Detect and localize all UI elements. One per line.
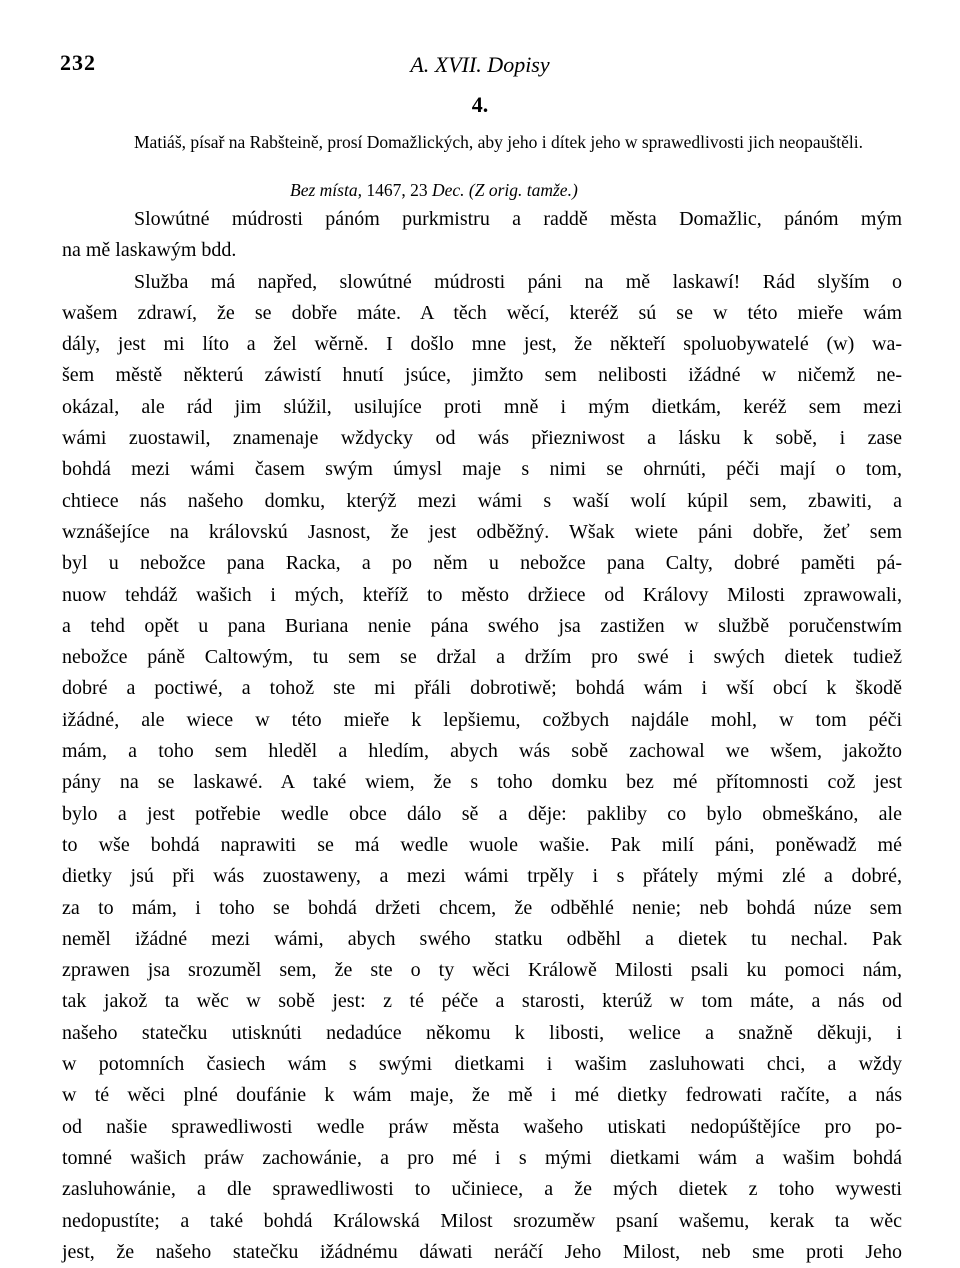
- body-line: neměl ižádné mezi wámi, abych swého statku odběhl a dietek tu nechal. Pak: [62, 927, 902, 950]
- body-line: dobré a poctiwé, a tohož ste mi přáli dobrotiwě; bohdá wám i wší obcí k škodě: [62, 677, 902, 700]
- regest-summary: Matiáš, písař na Rabšteině, prosí Domažlických, aby jeho i dítek jeho w sprawedlivosti jich neopauštěli.: [134, 132, 863, 152]
- body-line: nuow tehdáž wašich i mých, kteříž to město držiece od Královy Milosti zprawowali,: [62, 583, 902, 606]
- body-line: za to mám, i toho se bohdá držeti chcem, že odběhlé nenie; neb bohdá núze sem: [62, 896, 902, 919]
- body-line: šem městě některú záwistí hnutí jsúce, jimžto sem nelibosti ižádné w ničemž ne-: [62, 364, 902, 387]
- body-line: okázal, ale rád jim slúžil, usilujíce proti mně i mým dietkám, keréž sem mezi: [62, 395, 902, 418]
- body-line: mám, a toho sem hleděl a hledím, abych wás sobě zachowal we wšem, jakožto: [62, 740, 902, 763]
- document-number: 4.: [471, 92, 489, 117]
- page-header: [60, 50, 900, 90]
- body-line: tomné wašich práw zachowánie, a pro mé i s mými dietkami wám a wašim bohdá: [62, 1146, 902, 1169]
- body-line: našeho statečku utisknúti nedadúce někomu k libosti, welice a snažně děkuji, i: [62, 1021, 902, 1044]
- body-line: bylo a jest potřebie wedle obce dálo sě a děje: pakliby co bylo obmeškáno, ale: [62, 802, 902, 825]
- body-line: tak jakož ta wěc w sobě jest: z té péče a starosti, kterúž w tom máte, a nás od: [62, 990, 902, 1013]
- body-line: zasluhowánie, a dle sprawedliwosti to učiniece, a že mých dietek z toho wywesti: [62, 1178, 902, 1201]
- body-line: wznášejíce na královskú Jasnost, že jest odběžný. Wšak wiete páni dobře, žeť sem: [62, 520, 902, 543]
- body-line: wašem zdrawí, že se dobře máte. A těch wěcí, kteréž sú se w této mieře wám: [62, 301, 902, 324]
- body-line: w té wěci plné doufánie k wám maje, že mě i mé dietky fedrowati račíte, a nás: [62, 1084, 902, 1107]
- dateline-source: (Z orig. tamže.): [468, 180, 578, 200]
- body-line: dietky jsú při wás zuostaweny, a mezi wámi trpěly i s přátely mými zlé a dobré,: [62, 865, 902, 888]
- body-line: na mě laskawým bdd.: [62, 239, 237, 262]
- body-line: wámi zuostawil, znamenaje wždycky od wás přiezniwost a lásku k sobě, i zase: [62, 427, 902, 450]
- body-line: nebožce páně Caltowým, tu sem se držal a držím pro swé i swých dietek tudiež: [62, 646, 902, 669]
- body-line: Slowútné múdrosti pánóm purkmistru a raddě města Domažlic, pánóm mým: [134, 208, 902, 230]
- body-line: chtiece nás našeho domku, kterýž mezi wámi s waší wolí kúpil sem, zbawiti, a: [62, 489, 902, 512]
- body-line: to wše bohdá naprawiti se má wedle wuole wašie. Pak milí páni, poněwadž mé: [62, 833, 902, 856]
- body-line: nedopustíte; a také bohdá Králowská Milost srozuměw psaní wašemu, kerak ta wěc: [62, 1209, 902, 1232]
- body-line: ižádné, ale wiece w této mieře k lepšiemu, cožbych najdále mohl, w tom péči: [62, 708, 902, 731]
- body-line: byl u nebožce pana Racka, a po něm u nebožce pana Calty, dobré paměti pá-: [62, 552, 902, 575]
- body-line: od našie sprawedliwosti wedle práw města wašeho utiskati nedopúštějíce pro po-: [62, 1115, 902, 1138]
- body-line: a tehd opět u pana Buriana nenie pána swého jsa zastižen w službě poručenstwím: [62, 614, 902, 637]
- dateline-place: Bez místa,: [290, 180, 362, 200]
- dateline-date: 1467, 23: [366, 180, 428, 200]
- page-number: 232: [60, 50, 96, 75]
- body-line: dály, jest mi líto a žel wěrně. I došlo mne jest, že někteří spoluobywatelé (w) wa-: [62, 333, 902, 356]
- running-head: A. XVII. Dopisy: [410, 52, 550, 77]
- body-line: w potomních časiech wám s swými dietkami i wašim zasluhowati chci, a wždy: [62, 1053, 902, 1076]
- dateline-month: Dec.: [431, 180, 465, 200]
- body-line: pány na se laskawé. A také wiem, že s toho domku bez mé přítomnosti což jest: [62, 771, 902, 794]
- body-line: Služba má napřed, slowútné múdrosti páni na mě laskawí! Rád slyším o: [134, 270, 902, 293]
- body-line: jest, že našeho statečku ižádnému dáwati neráčí Jeho Milost, neb sme proti Jeho: [62, 1240, 902, 1263]
- body-line: bohdá mezi wámi časem swým úmysl maje s nimi se ohrnúti, péči mají o tom,: [62, 458, 902, 481]
- letter-body: [62, 204, 902, 1268]
- body-line: zprawen jsa srozuměl sem, že ste o ty wěci Králowě Milosti psali ku pomoci nám,: [62, 959, 902, 982]
- dateline: [290, 178, 578, 202]
